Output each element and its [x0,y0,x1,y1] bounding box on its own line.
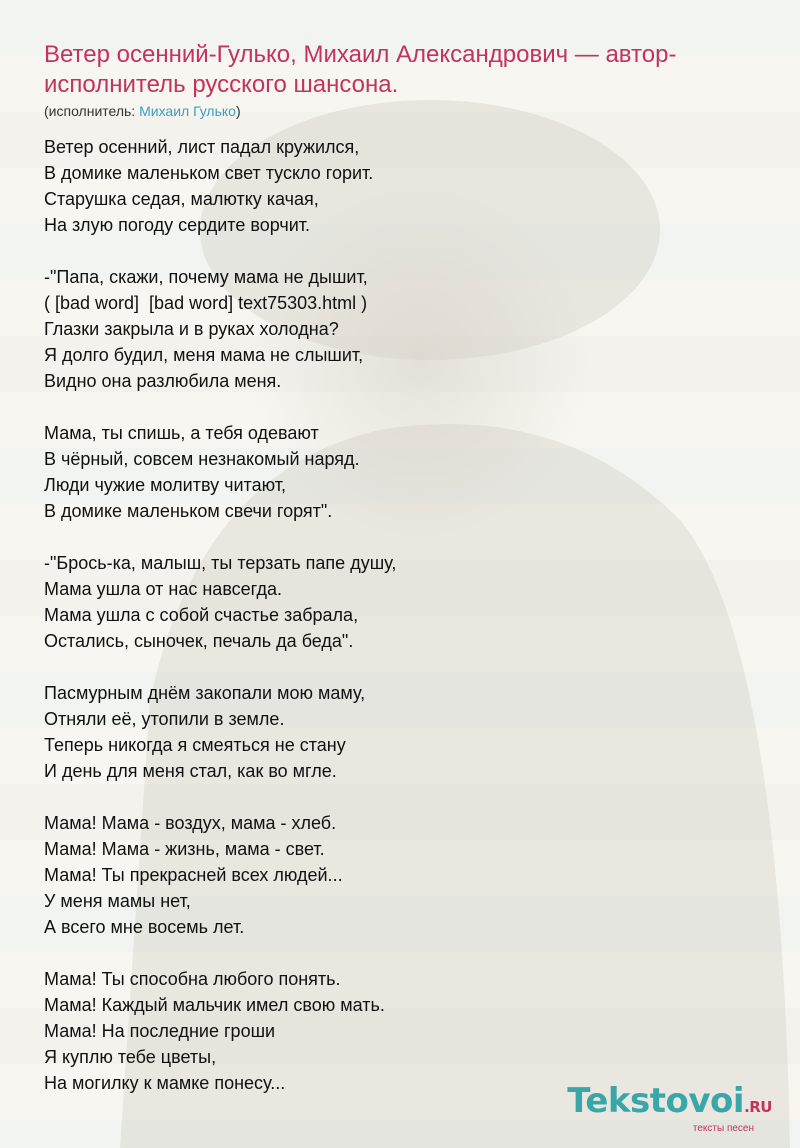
lyric-line: Мама! Каждый мальчик имел свою мать. [44,995,385,1015]
stanza-gap [44,394,760,420]
lyric-line: Остались, сыночек, печаль да беда". [44,631,354,651]
lyric-line: Мама, ты спишь, а тебя одевают [44,423,319,443]
lyric-line: В домике маленьком свет тускло горит. [44,163,374,183]
lyric-line: Мама! Мама - воздух, мама - хлеб. [44,813,337,833]
performer-link[interactable]: Михаил Гулько [139,103,236,119]
lyric-line: В домике маленьком свечи горят". [44,501,333,521]
lyric-line: Отняли её, утопили в земле. [44,709,285,729]
lyric-line: Пасмурным днём закопали мою маму, [44,683,366,703]
lyric-line: Мама ушла от нас навсегда. [44,579,282,599]
lyric-line: А всего мне восемь лет. [44,917,245,937]
lyric-line: Видно она разлюбила меня. [44,371,282,391]
stanza-gap [44,784,760,810]
logo-wordmark [567,1083,772,1125]
lyric-line: Теперь никогда я смеяться не стану [44,735,346,755]
lyric-line: В чёрный, совсем незнакомый наряд. [44,449,360,469]
logo-subtitle: тексты песен [692,1123,754,1134]
lyrics-text [44,134,760,1096]
lyric-line: Я куплю тебе цветы, [44,1047,217,1067]
performer-prefix: (исполнитель: [44,103,140,119]
stanza-gap [44,654,760,680]
lyric-line: -"Брось-ка, малыш, ты терзать папе душу, [44,553,397,573]
logo-main-text: Tekstovoi [567,1081,745,1121]
page-title: Ветер осенний-Гулько, Михаил Александрович — автор-исполнитель русского шансона. [44,41,677,98]
logo-tld: .RU [744,1098,772,1116]
lyric-line: Мама! На последние гроши [44,1021,276,1041]
lyric-line: ( [bad word] [bad word] text75303.html ) [44,293,368,313]
lyric-line: -"Папа, скажи, почему мама не дышит, [44,267,368,287]
lyric-line: Глазки закрыла и в руках холодна? [44,319,339,339]
lyric-line: Старушка седая, малютку качая, [44,189,319,209]
stanza-gap [44,940,760,966]
lyric-line: Мама! Ты прекрасней всех людей... [44,865,343,885]
lyric-line: На могилку к мамке понесу... [44,1073,286,1093]
lyric-line: Ветер осенний, лист падал кружился, [44,137,360,157]
site-logo[interactable] [567,1083,772,1134]
lyric-line: На злую погоду сердите ворчит. [44,215,311,235]
lyric-line: Мама ушла с собой счастье забрала, [44,605,359,625]
lyric-line: Люди чужие молитву читают, [44,475,286,495]
lyric-line: Мама! Мама - жизнь, мама - свет. [44,839,325,859]
lyric-line: Я долго будил, меня мама не слышит, [44,345,364,365]
stanza-gap [44,524,760,550]
lyric-line: Мама! Ты способна любого понять. [44,969,341,989]
performer-suffix: ) [235,103,241,119]
lyric-line: И день для меня стал, как во мгле. [44,761,337,781]
performer-line [44,102,760,120]
stanza-gap [44,238,760,264]
lyric-line: У меня мамы нет, [44,891,191,911]
